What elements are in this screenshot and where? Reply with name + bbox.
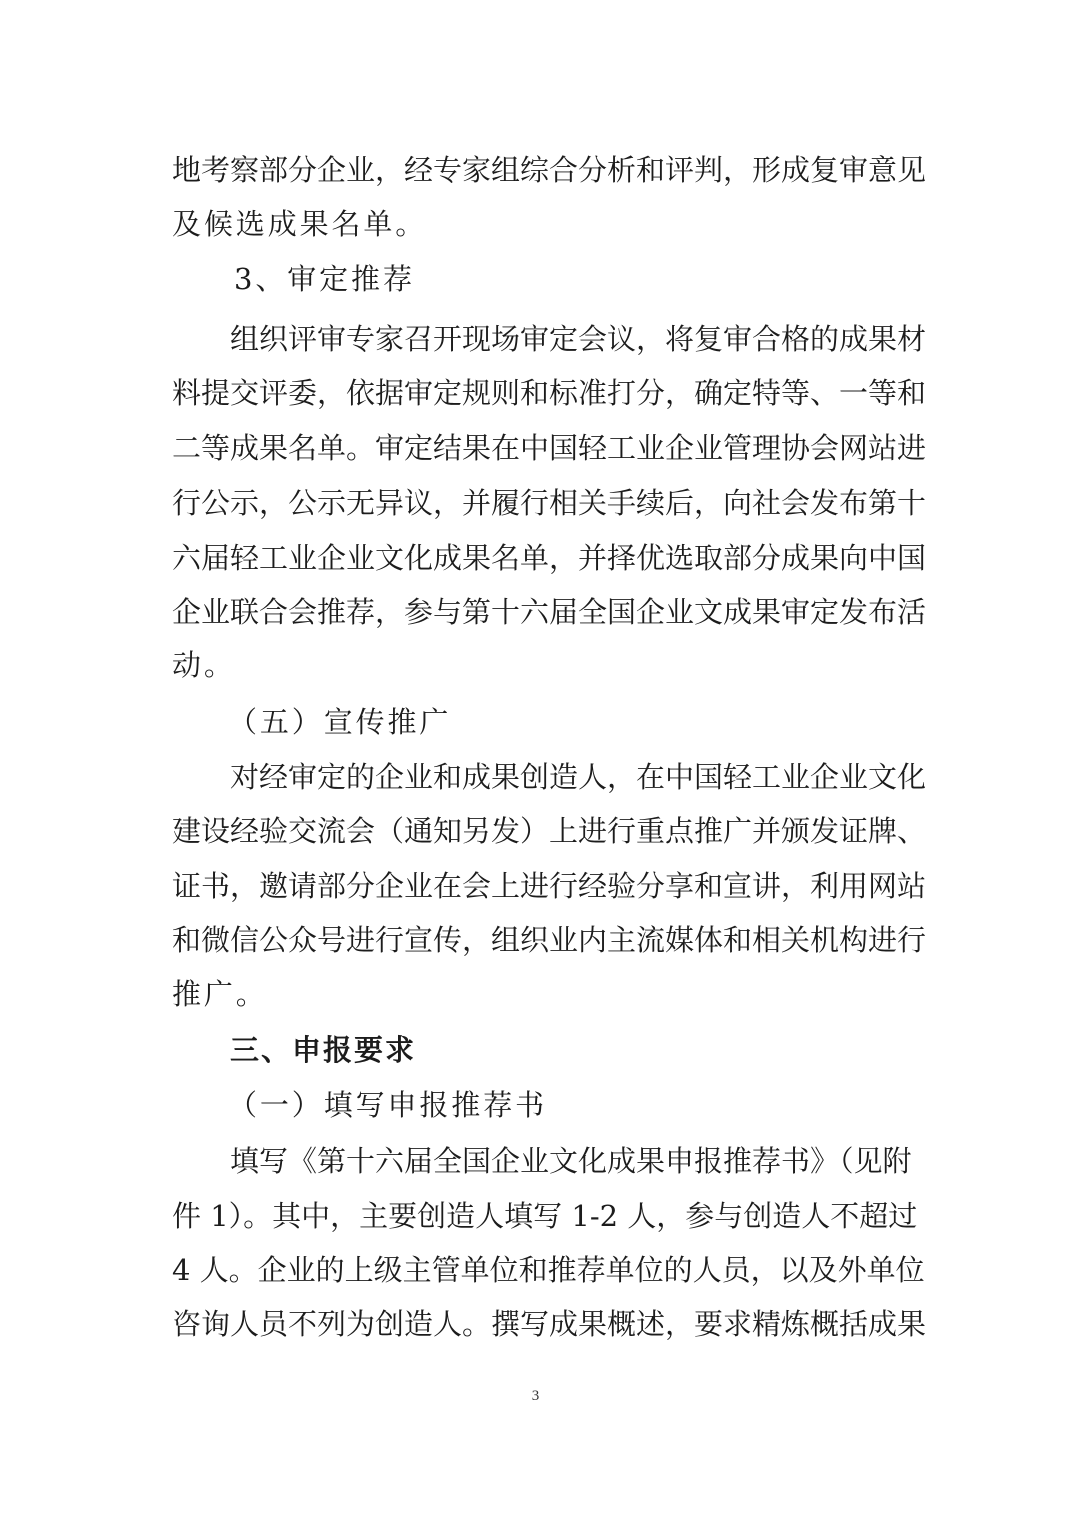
paragraph-line: 组织评审专家召开现场审定会议，将复审合格的成果材	[230, 322, 927, 356]
paragraph-line: 行公示，公示无异议，并履行相关手续后，向社会发布第十	[172, 486, 927, 520]
paragraph-line: 及候选成果名单。	[172, 207, 428, 241]
paragraph-line: 件 1）。其中，主要创造人填写 1-2 人，参与创造人不超过	[172, 1199, 918, 1233]
paragraph-line: 对经审定的企业和成果创造人，在中国轻工业企业文化	[230, 760, 927, 794]
paragraph-line: 和微信公众号进行宣传，组织业内主流媒体和相关机构进行	[172, 923, 927, 957]
paragraph-line: 企业联合会推荐，参与第十六届全国企业文成果审定发布活	[172, 595, 927, 629]
paragraph-line: 料提交评委，依据审定规则和标准打分，确定特等、一等和	[172, 376, 927, 410]
chapter-heading: 三、申报要求	[230, 1033, 417, 1067]
section-heading: （五）宣传推广	[228, 705, 452, 739]
paragraph-line: 4 人。企业的上级主管单位和推荐单位的人员，以及外单位	[172, 1253, 925, 1287]
paragraph-line: 地考察部分企业，经专家组综合分析和评判，形成复审意见	[172, 153, 927, 187]
paragraph-line: 六届轻工业企业文化成果名单，并择优选取部分成果向中国	[172, 541, 927, 575]
paragraph-line: 咨询人员不列为创造人。撰写成果概述，要求精炼概括成果	[172, 1307, 927, 1341]
paragraph-line: 二等成果名单。审定结果在中国轻工业企业管理协会网站进	[172, 431, 927, 465]
paragraph-line: 建设经验交流会（通知另发）上进行重点推广并颁发证牌、	[172, 814, 927, 848]
page-number: 3	[531, 1388, 540, 1404]
section-heading: （一）填写申报推荐书	[228, 1088, 548, 1122]
paragraph-line: 动。	[172, 648, 236, 682]
paragraph-line: 填写《第十六届全国企业文化成果申报推荐书》（见附	[230, 1144, 912, 1178]
paragraph-line: 推广。	[172, 977, 268, 1011]
paragraph-line: 证书，邀请部分企业在会上进行经验分享和宣讲，利用网站	[172, 869, 927, 903]
subsection-heading: 3、审定推荐	[234, 262, 415, 296]
